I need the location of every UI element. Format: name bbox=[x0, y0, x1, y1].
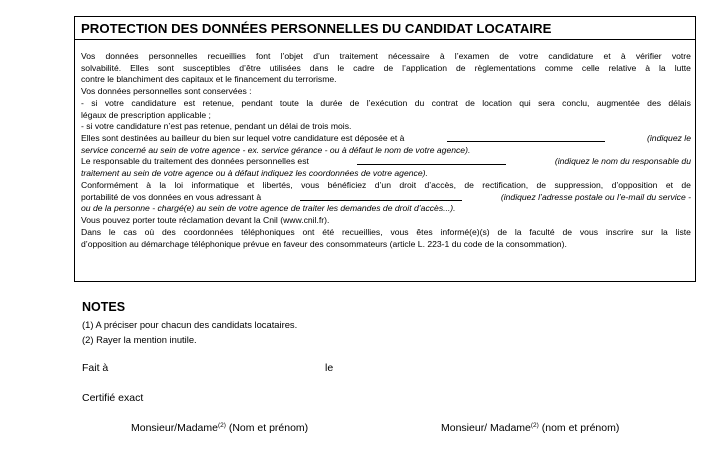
word: candidature bbox=[548, 51, 594, 61]
word: données bbox=[105, 51, 139, 61]
word: de bbox=[349, 97, 360, 108]
word: de bbox=[562, 226, 573, 237]
justified-line bbox=[81, 227, 691, 239]
text-line: légaux de prescription applicable ; bbox=[81, 109, 211, 120]
recipient-line bbox=[81, 133, 691, 145]
controller-text: Le responsable du traitement des données personnelles est bbox=[81, 156, 309, 167]
word: règlementations bbox=[474, 62, 536, 73]
recipient-blank[interactable] bbox=[447, 133, 605, 142]
word: la bbox=[661, 226, 668, 237]
word: êtes bbox=[416, 226, 433, 237]
controller-hint: (indiquez le nom du responsable du bbox=[554, 156, 691, 167]
word: si bbox=[91, 97, 98, 108]
word: relative bbox=[608, 62, 637, 73]
text-line: - si votre candidature n’est pas retenue, pendant un délai de trois mois. bbox=[81, 121, 352, 132]
word: d’accès, bbox=[424, 179, 456, 190]
word: durée bbox=[320, 97, 343, 108]
word: la bbox=[659, 62, 666, 73]
word: des bbox=[161, 226, 176, 237]
sig-right-title: Monsieur/ Madame bbox=[441, 422, 531, 434]
word: l’examen bbox=[454, 51, 490, 61]
word: l’objet bbox=[280, 51, 304, 61]
word: - bbox=[81, 97, 84, 108]
word: de bbox=[499, 51, 509, 61]
justified-line bbox=[81, 63, 691, 75]
word: liste bbox=[675, 226, 691, 237]
word: suppression, bbox=[554, 179, 604, 190]
justified-line bbox=[81, 51, 691, 63]
word: sont bbox=[157, 62, 174, 73]
word: et bbox=[247, 179, 255, 190]
word: vous bbox=[579, 226, 599, 237]
word: votre bbox=[519, 51, 539, 61]
word: pendant bbox=[241, 97, 273, 108]
recipient-hint: (indiquez le bbox=[647, 133, 691, 144]
word: Elles bbox=[130, 62, 149, 73]
word: location bbox=[482, 97, 512, 108]
word: dans bbox=[309, 62, 329, 73]
sig-right-note-ref: (2) bbox=[530, 422, 539, 429]
sig-left-note-ref: (2) bbox=[217, 422, 226, 429]
word: de bbox=[681, 179, 691, 190]
box-title: PROTECTION DES DONNÉES PERSONNELLES DU CANDIDAT LOCATAIRE bbox=[81, 21, 552, 36]
word: utilisées bbox=[269, 62, 301, 73]
word: et bbox=[603, 51, 611, 61]
word: rectification, bbox=[482, 179, 529, 190]
controller-line bbox=[81, 156, 691, 168]
word: font bbox=[256, 51, 271, 61]
text-line-italic: ou de la personne - chargé(e) au sein de votre agence de traiter les demandes de droit d’accès...). bbox=[81, 203, 456, 214]
word: loi bbox=[174, 179, 184, 190]
word: cadre bbox=[353, 62, 375, 73]
access-hint: (indiquez l’adresse postale ou l’e-mail du service - bbox=[500, 191, 691, 202]
word: lutte bbox=[674, 62, 691, 73]
word: coordonnées bbox=[183, 226, 234, 237]
word: l’exécution bbox=[366, 97, 408, 108]
word: recueillies bbox=[207, 51, 246, 61]
box-body bbox=[81, 51, 691, 250]
access-blank[interactable] bbox=[300, 192, 462, 201]
text-line-italic: service concerné au sein de votre agence - ex. service gérance - ou à défaut le nom de votre agence). bbox=[81, 144, 471, 155]
sig-right-name: (nom et prénom) bbox=[538, 422, 620, 434]
word: de bbox=[497, 226, 508, 237]
access-text: portabilité de vos données en vous adressant à bbox=[81, 191, 262, 202]
certified-label: Certifié exact bbox=[82, 392, 144, 404]
word: augmentée bbox=[596, 97, 640, 108]
word: comme bbox=[544, 62, 573, 73]
date-le-label: le bbox=[325, 362, 334, 374]
word: votre bbox=[104, 97, 124, 108]
word: candidature bbox=[131, 97, 177, 108]
word: solvabilité. bbox=[81, 62, 122, 73]
text-line: contre le blanchiment des capitaux et le financement du terrorisme. bbox=[81, 74, 337, 85]
word: de bbox=[465, 97, 475, 108]
word: et bbox=[665, 179, 673, 190]
word: le bbox=[337, 62, 345, 73]
word: Vos bbox=[81, 51, 96, 61]
word: celle bbox=[581, 62, 600, 73]
word: sur bbox=[641, 226, 654, 237]
word: de bbox=[456, 62, 466, 73]
data-protection-box bbox=[74, 16, 696, 282]
word: libertés, bbox=[262, 179, 293, 190]
word: cas bbox=[123, 226, 137, 237]
word: à bbox=[146, 179, 151, 190]
word: informé(e)(s) bbox=[440, 226, 490, 237]
text-line: Vous pouvez porter toute réclamation devant la Cnil (www.cnil.fr). bbox=[81, 215, 330, 226]
word: à bbox=[439, 51, 445, 61]
word: Conformément bbox=[81, 179, 138, 190]
word: votre bbox=[671, 51, 691, 61]
word: conclu, bbox=[562, 97, 590, 108]
text-line: Vos données personnelles sont conservées : bbox=[81, 86, 252, 97]
word: sera bbox=[538, 97, 555, 108]
access-line bbox=[81, 192, 691, 204]
word: d’opposition bbox=[611, 179, 658, 190]
word: nécessaire bbox=[388, 51, 430, 61]
word: des bbox=[647, 97, 662, 108]
word: vous bbox=[390, 226, 409, 237]
text-line: d’opposition au démarchage téléphonique prévue en faveur des consommateurs (article L. 223-1 du code de la consommation). bbox=[81, 238, 567, 249]
word: droit bbox=[399, 179, 417, 190]
word: informatique bbox=[191, 179, 239, 190]
note-2: (2) Rayer la mention inutile. bbox=[82, 334, 197, 345]
notes-title: NOTES bbox=[82, 300, 126, 314]
word: retenue, bbox=[202, 97, 235, 108]
title-divider bbox=[75, 39, 695, 40]
word: qui bbox=[519, 97, 531, 108]
word: traitement bbox=[339, 51, 378, 61]
justified-line bbox=[81, 180, 691, 192]
signature-right-label bbox=[441, 422, 619, 434]
word: l’application bbox=[402, 62, 448, 73]
sig-left-title: Monsieur/Madame bbox=[131, 422, 218, 434]
word: la bbox=[514, 226, 522, 237]
word: vérifier bbox=[635, 51, 662, 61]
word: d’un bbox=[313, 51, 330, 61]
word: été bbox=[322, 226, 335, 237]
note-1: (1) A préciser pour chacun des candidats locataires. bbox=[82, 319, 298, 330]
word: téléphoniques bbox=[241, 226, 295, 237]
justified-line bbox=[81, 98, 691, 110]
word: toute bbox=[279, 97, 299, 108]
word: faculté bbox=[529, 226, 555, 237]
signature-left-label bbox=[131, 422, 308, 434]
word: Dans bbox=[81, 226, 102, 237]
word: de bbox=[383, 62, 394, 73]
word: délais bbox=[668, 97, 691, 108]
word: du bbox=[414, 97, 425, 108]
word: où bbox=[144, 226, 155, 237]
word: de bbox=[536, 179, 547, 190]
text-line-italic: traitement au sein de votre agence ou à défaut indiquez les coordonnées de votre agence). bbox=[81, 168, 428, 179]
word: à bbox=[645, 62, 651, 73]
word: recueillies, bbox=[342, 226, 383, 237]
word: le bbox=[108, 226, 116, 237]
word: d’un bbox=[374, 179, 391, 190]
word: bénéficiez bbox=[327, 179, 367, 190]
controller-blank[interactable] bbox=[357, 156, 506, 165]
sig-left-name: (Nom et prénom) bbox=[225, 422, 309, 434]
word: ont bbox=[302, 226, 315, 237]
word: susceptibles bbox=[182, 62, 231, 73]
fait-a-label: Fait à bbox=[82, 362, 109, 374]
word: d’être bbox=[239, 62, 261, 73]
word: est bbox=[183, 97, 196, 108]
word: contrat bbox=[431, 97, 458, 108]
word: inscrire bbox=[605, 226, 634, 237]
word: vous bbox=[301, 179, 320, 190]
word: la bbox=[306, 97, 314, 108]
word: de bbox=[464, 179, 474, 190]
word: à bbox=[620, 51, 626, 61]
word: personnelles bbox=[148, 51, 198, 61]
recipient-text: Elles sont destinées au bailleur du bien sur lequel votre candidature est déposée et à bbox=[81, 133, 405, 144]
word: la bbox=[159, 179, 167, 190]
